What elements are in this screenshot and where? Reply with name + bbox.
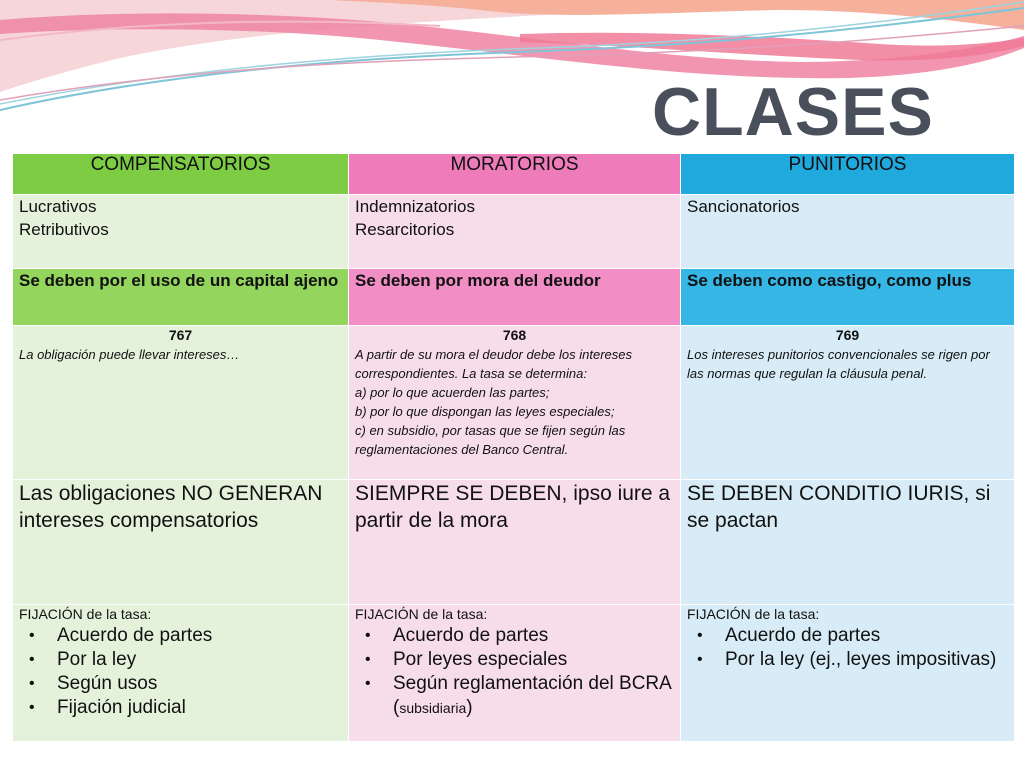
article-text: Los intereses punitorios convencionales se rigen por las normas que regulan la cláusula penal. (687, 347, 990, 381)
header-compensatorios: COMPENSATORIOS (13, 154, 349, 195)
fixation-row (13, 605, 1015, 742)
list-item (355, 672, 674, 720)
article-number: 767 (168, 327, 193, 343)
article-cell-767 (13, 326, 349, 480)
type-label: Resarcitorios (355, 220, 455, 239)
description-row (13, 269, 1015, 326)
description-punitorios: Se deben como castigo, como plus (681, 269, 1015, 326)
fixation-list (19, 624, 342, 720)
type-label: Indemnizatorios (355, 197, 476, 216)
list-item: • Por la ley (ej., leyes impositivas) (687, 648, 1008, 672)
article-cell-768 (349, 326, 681, 480)
description-moratorios: Se deben por mora del deudor (349, 269, 681, 326)
statement-moratorios: SIEMPRE SE DEBEN, ipso iure a partir de la mora (349, 480, 681, 605)
article-text: La obligación puede llevar intereses… (19, 347, 240, 362)
list-item: • Por la ley (19, 648, 342, 672)
list-item: • Acuerdo de partes (19, 624, 342, 648)
list-item-text: Según reglamentación del BCRA ( (393, 673, 671, 718)
header-moratorios: MORATORIOS (349, 154, 681, 195)
fixation-list (355, 624, 674, 720)
fixation-label: FIJACIÓN de la tasa: (687, 606, 820, 622)
list-item: • Fijación judicial (19, 696, 342, 720)
article-number: 768 (502, 327, 527, 343)
fixation-label: FIJACIÓN de la tasa: (19, 606, 152, 622)
classes-table (12, 153, 1015, 742)
statement-compensatorios: Las obligaciones NO GENERAN intereses compensatorios (13, 480, 349, 605)
fixation-label: FIJACIÓN de la tasa: (355, 606, 488, 622)
fixation-cell-compensatorios (13, 605, 349, 742)
list-item: • Por leyes especiales (355, 648, 674, 672)
statement-punitorios: SE DEBEN CONDITIO IURIS, si se pactan (681, 480, 1015, 605)
article-text: c) en subsidio, por tasas que se fijen según las reglamentaciones del Banco Central. (355, 423, 626, 457)
list-item-note: subsidiaria (399, 700, 467, 716)
list-item-text: ) (466, 697, 473, 718)
page-title: CLASES (652, 74, 934, 150)
types-cell-compensatorios (13, 195, 349, 269)
statement-row (13, 480, 1015, 605)
type-label: Retributivos (19, 220, 109, 239)
article-text: A partir de su mora el deudor debe los intereses correspondientes. La tasa se determina: (355, 347, 633, 381)
description-compensatorios: Se deben por el uso de un capital ajeno (13, 269, 349, 326)
article-cell-769 (681, 326, 1015, 480)
type-label: Lucrativos (19, 197, 97, 216)
fixation-list (687, 624, 1008, 672)
type-label: Sancionatorios (687, 197, 800, 216)
article-text: b) por lo que dispongan las leyes especiales; (355, 404, 615, 419)
fixation-cell-punitorios (681, 605, 1015, 742)
types-row (13, 195, 1015, 269)
list-item: • Acuerdo de partes (355, 624, 674, 648)
fixation-cell-moratorios (349, 605, 681, 742)
types-cell-moratorios (349, 195, 681, 269)
types-cell-punitorios (681, 195, 1015, 269)
header-row (13, 154, 1015, 195)
article-number: 769 (835, 327, 860, 343)
article-row (13, 326, 1015, 480)
article-text: a) por lo que acuerden las partes; (355, 385, 550, 400)
list-item: • Según usos (19, 672, 342, 696)
header-punitorios: PUNITORIOS (681, 154, 1015, 195)
list-item: • Acuerdo de partes (687, 624, 1008, 648)
